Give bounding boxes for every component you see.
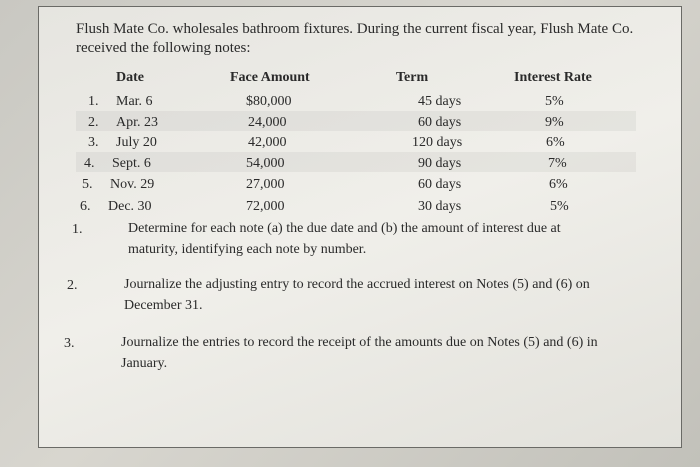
row-face-amount: 24,000 — [248, 115, 287, 130]
task-line: January. — [121, 356, 168, 371]
row-rate: 5% — [550, 199, 569, 214]
row-number: 5. — [82, 177, 93, 192]
row-term: 60 days — [418, 115, 462, 130]
task-text — [121, 332, 598, 374]
row-rate: 7% — [548, 156, 567, 171]
row-rate: 9% — [545, 115, 564, 130]
row-number: 6. — [80, 199, 91, 214]
row-number: 2. — [88, 115, 99, 130]
problem-intro: Flush Mate Co. wholesales bathroom fixtures. During the current fiscal year, Flush Mate Co. received the following notes: — [76, 21, 634, 56]
task-line: Determine for each note (a) the due date and (b) the amount of interest due at — [128, 221, 561, 236]
task-line: Journalize the entries to record the receipt of the amounts due on Notes (5) and (6) in — [121, 335, 598, 350]
task-line: December 31. — [124, 298, 203, 313]
row-date: July 20 — [116, 135, 157, 150]
row-rate: 5% — [545, 94, 564, 109]
row-date: Mar. 6 — [116, 94, 153, 109]
row-term: 90 days — [418, 156, 462, 171]
task-number: 2. — [67, 278, 78, 293]
row-date: Dec. 30 — [108, 199, 152, 214]
row-rate: 6% — [549, 177, 568, 192]
task-line: maturity, identifying each note by number. — [128, 242, 367, 257]
header-interest-rate: Interest Rate — [514, 70, 592, 85]
header-term: Term — [396, 70, 429, 85]
row-face-amount: $80,000 — [246, 94, 292, 109]
row-number: 1. — [88, 94, 99, 109]
row-face-amount: 42,000 — [248, 135, 287, 150]
row-date: Apr. 23 — [116, 115, 158, 130]
task-number: 1. — [72, 222, 83, 237]
task-text — [124, 274, 590, 316]
task-line: Journalize the adjusting entry to record the accrued interest on Notes (5) and (6) on — [124, 277, 590, 292]
row-term: 45 days — [418, 94, 462, 109]
row-term: 60 days — [418, 177, 462, 192]
row-number: 4. — [84, 156, 95, 171]
row-term: 30 days — [418, 199, 462, 214]
row-face-amount: 27,000 — [246, 177, 285, 192]
header-date: Date — [116, 70, 144, 85]
row-term: 120 days — [412, 135, 463, 150]
row-date: Nov. 29 — [110, 177, 155, 192]
header-face-amount: Face Amount — [230, 70, 310, 85]
row-number: 3. — [88, 135, 99, 150]
task-text — [128, 218, 561, 260]
task-number: 3. — [64, 336, 75, 351]
row-rate: 6% — [546, 135, 565, 150]
row-face-amount: 72,000 — [246, 199, 285, 214]
row-face-amount: 54,000 — [246, 156, 285, 171]
row-date: Sept. 6 — [112, 156, 151, 171]
